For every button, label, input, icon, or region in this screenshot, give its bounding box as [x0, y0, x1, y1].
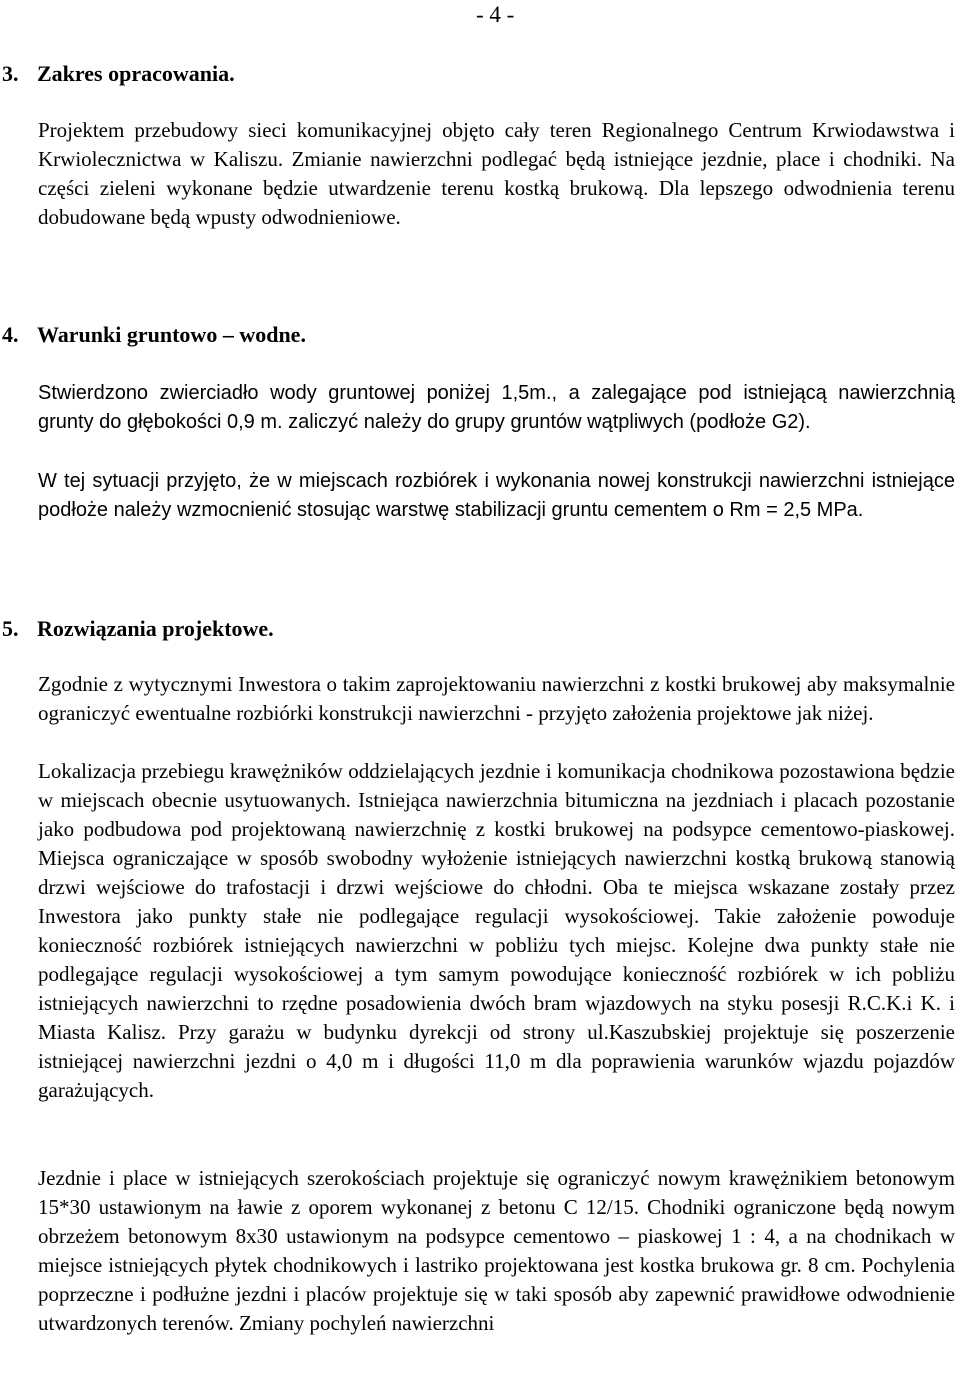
section-number: 3. [2, 61, 19, 86]
section-heading [2, 61, 235, 87]
section-title: Warunki gruntowo – wodne. [37, 322, 306, 347]
section-heading [2, 322, 306, 348]
page-number: - 4 - [476, 2, 515, 27]
paragraph: W tej sytuacji przyjęto, że w miejscach rozbiórek i wykonania nowej konstrukcji nawierzchni istniejące podłoże należy wzmocnienić stosując warstwę stabilizacji gruntu cementem o Rm = 2,5 MPa. [38, 470, 955, 522]
section-number: 4. [2, 322, 19, 347]
section-number: 5. [2, 616, 19, 641]
paragraph: Jezdnie i place w istniejących szerokościach projektuje się ograniczyć nowym krawężnikiem betonowym 15*30 ustawionym na ławie z oporem wykonanej z betonu C 12/15. Chodniki ograniczone będą nowym obrzeżem betonowym 8x30 ustawionym na podsypce cementowo – piaskowej 1 : 4, a na chodnikach w miejsce istniejących płytek chodnikowych i lastriko projektowana jest kostka brukowa gr. 8 cm. Pochylenia poprzeczne i podłużne jezdni i placów projektuje się w taki sposób aby zapewnić prawidłowe odwodnienie utwardzonych terenów. Zmiany pochyleń nawierzchni [38, 1166, 955, 1335]
section-heading [2, 616, 274, 642]
paragraph: Lokalizacja przebiegu krawężników oddzielających jezdnie i komunikacja chodnikowa pozostawiona będzie w miejscach obecnie usytuowanych. Istniejąca nawierzchnia bitumiczna na jezdniach i placach pozostanie jako podbudowa pod projektowaną nawierzchnię z kostki brukowej na podsypce cementowo-piaskowej. Miejsca ograniczające w sposób swobodny wyłożenie istniejących nawierzchni kostką brukową stanowią drzwi wejściowe do trafostacji i drzwi wejściowe do chłodni. Oba te miejsca wskazane zostały przez Inwestora jako punkty stałe nie podlegające regulacji wysokościowej. Takie założenie powoduje konieczność rozbiórek istniejących nawierzchni w pobliżu tych miejsc. Kolejne dwa punkty stałe nie podlegające regulacji wysokościowej a tym samym powodujące konieczność rozbiórek w ich pobliżu istniejących nawierzchni to rzędne posadowienia dwóch bram wjazdowych na styku posesji R.C.K.i K. i Miasta Kalisz. Przy garażu w budynku dyrekcji od strony ul.Kaszubskiej projektuje się poszerzenie istniejącej nawierzchni jezdni o 4,0 m i długości 11,0 m dla poprawienia warunków wjazdu pojazdów garażujących. [38, 759, 955, 1102]
paragraph: Projektem przebudowy sieci komunikacyjnej objęto cały teren Regionalnego Centrum Krwiodawstwa i Krwiolecznictwa w Kaliszu. Zmianie nawierzchni podlegać będą istniejące jezdnie, place i chodniki. Na części zieleni wykonane będzie utwardzenie terenu kostką brukową. Dla lepszego odwodnienia terenu dobudowane będą wpusty odwodnieniowe. [38, 118, 955, 229]
paragraph: Zgodnie z wytycznymi Inwestora o takim zaprojektowaniu nawierzchni z kostki brukowej aby maksymalnie ograniczyć ewentualne rozbiórki konstrukcji nawierzchni - przyjęto założenia projektowe jak niżej. [38, 672, 955, 725]
paragraph: Stwierdzono zwierciadło wody gruntowej poniżej 1,5m., a zalegające pod istniejącą nawierzchnią grunty do głębokości 0,9 m. zaliczyć należy do grupy gruntów wątpliwych (podłoże G2). [38, 382, 955, 434]
section-title: Rozwiązania projektowe. [37, 616, 274, 641]
section-title: Zakres opracowania. [37, 61, 235, 86]
